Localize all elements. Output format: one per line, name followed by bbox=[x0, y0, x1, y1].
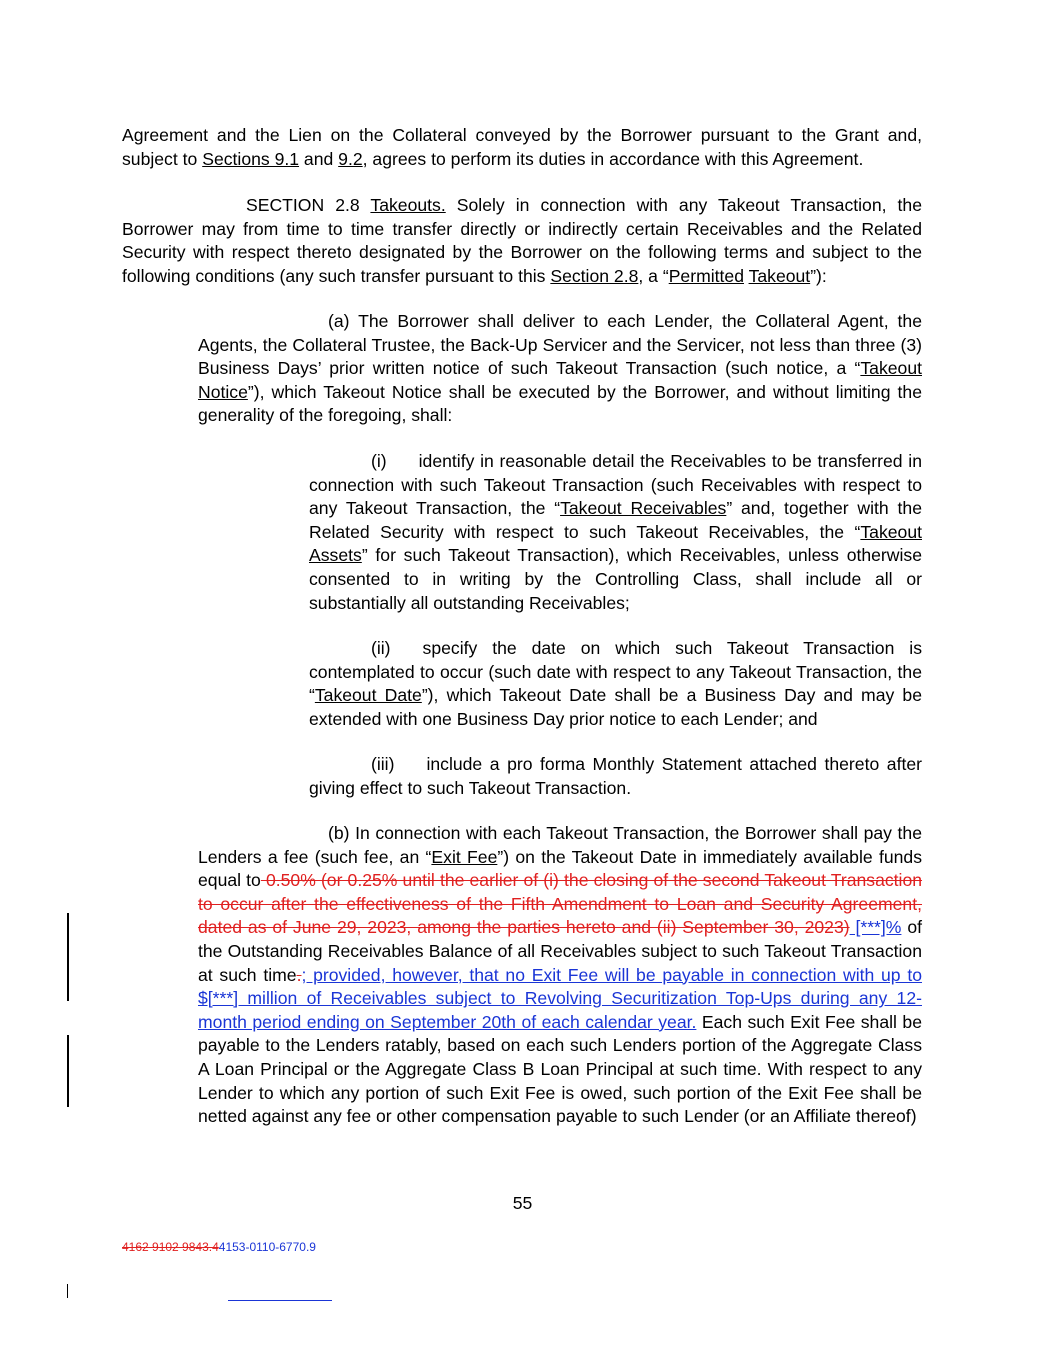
intro-paragraph bbox=[122, 124, 922, 171]
defined-term-takeout-receivables: Takeout Receivables bbox=[560, 498, 727, 519]
clause-ii bbox=[309, 637, 922, 731]
deleted-text: 0.50% (or 0.25% until the earlier of (i) the closing of the second Takeout Transaction to occur after the effectiveness of the Fifth Amendment to Loan and Security Agreement, dated as of June 29, 2023, among the parties hereto and (ii) September 30, 2023) bbox=[198, 870, 923, 938]
intro-text: Agreement and the Lien on the Collateral conveyed by the Borrower pursuant to the Grant and, subject to bbox=[122, 125, 922, 169]
defined-term-exit-fee: Exit Fee bbox=[431, 846, 498, 867]
clause-text: identify in reasonable detail the Receivables to be transferred in connection with such Takeout Transaction (such Receivables with respect to any Takeout Transaction, the “ bbox=[309, 451, 922, 519]
footer-rule bbox=[228, 1300, 332, 1301]
clause-iii bbox=[309, 753, 922, 800]
section-text: , a “ bbox=[638, 265, 669, 286]
section-2-8-ref: Section 2.8 bbox=[550, 265, 639, 286]
clause-text: ” and, together with the Related Security with respect to such Takeout Receivables, the “ bbox=[309, 498, 922, 542]
inserted-text: ; provided, however, that no Exit Fee will be payable in connection with up to $[***] million of Receivables subject to Revolving Securitization Top-Ups during any 12-month period ending on September 20th of each calendar year. bbox=[198, 964, 922, 1032]
new-document-id: 4153-0110-6770.9 bbox=[218, 1240, 316, 1254]
section-label: SECTION 2.8 bbox=[246, 195, 371, 215]
inserted-text: [***]% bbox=[849, 917, 902, 938]
old-document-id: 4162 9102 9843.4 bbox=[122, 1240, 219, 1254]
defined-term-takeout-notice: Takeout Notice bbox=[198, 358, 922, 402]
change-bar bbox=[67, 1035, 69, 1107]
clause-text: include a pro forma Monthly Statement attached thereto after giving effect to such Takeout Transaction. bbox=[309, 754, 922, 798]
section-text: Solely in connection with any Takeout Transaction, the Borrower may from time to time transfer directly or indirectly certain Receivables and the Related Security with respect thereto designated by the Borrower on the following terms and subject to the following conditions (any such transfer pursuant to this bbox=[122, 195, 922, 286]
section-text: ”): bbox=[810, 265, 827, 286]
clause-number: (iii) bbox=[371, 754, 395, 774]
intro-text: , agrees to perform its duties in accordance with this Agreement. bbox=[362, 148, 864, 169]
defined-term-takeout-date: Takeout Date bbox=[314, 685, 422, 706]
para-a-text: (a) The Borrower shall deliver to each Lender, the Collateral Agent, the Agents, the Collateral Trustee, the Back-Up Servicer and the Servicer, not less than three (3) Business Days’ prior written notice of such Takeout Transaction (such notice, a “ bbox=[198, 311, 922, 379]
page-number: 55 bbox=[512, 1193, 533, 1213]
clause-number: (ii) bbox=[371, 638, 391, 658]
clause-text: specify the date on which such Takeout Transaction is contemplated to occur (such date with respect to any Takeout Transaction, the “ bbox=[309, 638, 922, 706]
section-heading: Takeouts. bbox=[370, 195, 446, 215]
defined-term-permitted: Permitted bbox=[668, 265, 744, 286]
para-b-text: Each such Exit Fee shall be payable to the Lenders ratably, based on each such Lenders portion of the Aggregate Class A Loan Principal or the Aggregate Class B Loan Principal at such time. With respect to any Lender to which any portion of such Exit Fee is owed, such portion of the Exit Fee shall be netted against any fee or other compensation payable to such Lender (or an Affiliate thereof) bbox=[198, 1011, 922, 1127]
para-b-text: of the Outstanding Receivables Balance of all Receivables subject to such Takeout Transaction at such time bbox=[198, 917, 922, 985]
change-bar bbox=[67, 913, 69, 1001]
clause-i bbox=[309, 450, 922, 615]
sections-9-1-ref: Sections 9.1 bbox=[202, 148, 300, 169]
clause-text: ”), which Takeout Date shall be a Business Day and may be extended with one Business Day prior notice to each Lender; and bbox=[309, 685, 923, 729]
document-id bbox=[122, 1240, 316, 1254]
para-a-text: ”), which Takeout Notice shall be executed by the Borrower, and without limiting the generality of the foregoing, shall: bbox=[198, 381, 922, 426]
para-b-text: ”) on the Takeout Date in immediately available funds equal to bbox=[198, 846, 922, 891]
change-bar bbox=[67, 1284, 68, 1298]
section-2-8-paragraph bbox=[122, 194, 922, 288]
defined-term-takeout-assets: Takeout Assets bbox=[309, 521, 922, 566]
defined-term-takeout: Takeout bbox=[748, 265, 811, 286]
para-b-text: (b) In connection with each Takeout Transaction, the Borrower shall pay the Lenders a fee (such fee, an “ bbox=[198, 823, 922, 867]
clause-text: ” for such Takeout Transaction), which Receivables, unless otherwise consented to in writing by the Controlling Class, shall include all or substantially all outstanding Receivables; bbox=[309, 545, 922, 613]
paragraph-b bbox=[198, 822, 922, 1129]
intro-text: and bbox=[299, 148, 339, 169]
section-9-2-ref: 9.2 bbox=[338, 148, 363, 169]
clause-number: (i) bbox=[371, 451, 387, 471]
paragraph-a bbox=[198, 310, 922, 428]
deleted-text: . bbox=[296, 964, 302, 985]
